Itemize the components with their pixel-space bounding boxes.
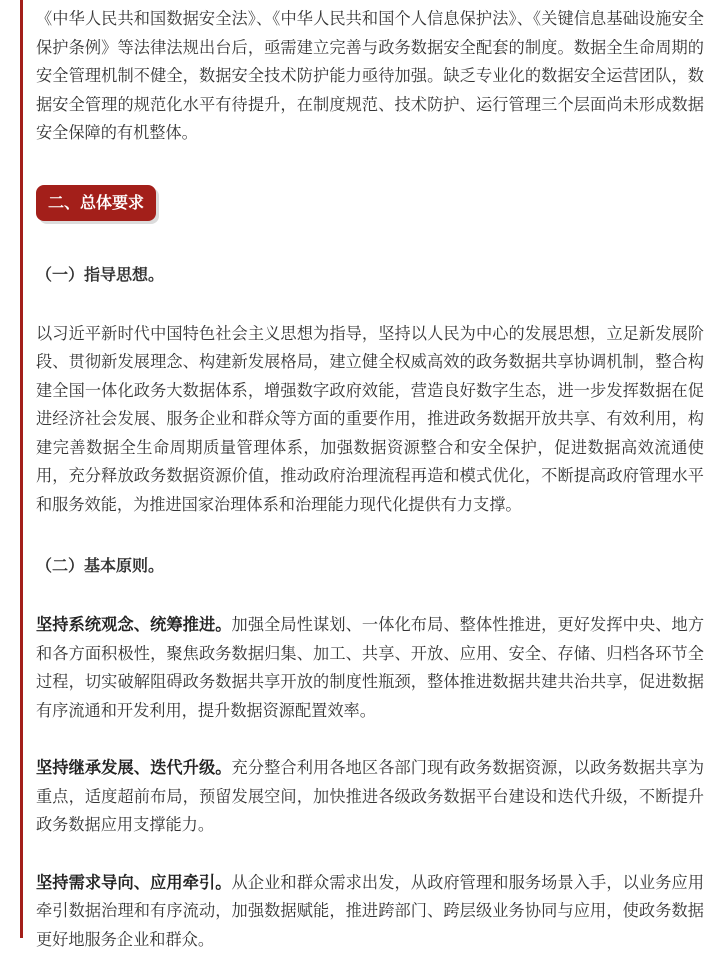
principle-text: 充分整合利用各地区各部门现有政务数据资源，以政务数据共享为重点，适度超前布局，预留发展空间，加快推进各级政务数据平台建设和迭代升级，不断提升政务数据应用支撑能力。: [36, 758, 704, 834]
principle-text: 从企业和群众需求出发，从政府管理和服务场景入手，以业务应用牵引数据治理和有序流动，加强数据赋能，推进跨部门、跨层级业务协同与应用，使政务数据更好地服务企业和群众。: [36, 873, 704, 949]
principle-title: 坚持继承发展、迭代升级。: [36, 758, 232, 777]
principle-title: 坚持需求导向、应用牵引。: [36, 873, 232, 892]
principle-paragraph-1: [36, 611, 704, 725]
intro-paragraph: 《中华人民共和国数据安全法》、《中华人民共和国个人信息保护法》、《关键信息基础设施安全保护条例》等法律法规出台后，亟需建立完善与政务数据安全配套的制度。数据全生命周期的安全管理机制不健全，数据安全技术防护能力亟待加强。缺乏专业化的数据安全运营团队，数据安全管理的规范化水平有待提升，在制度规范、技术防护、运行管理三个层面尚未形成数据安全保障的有机整体。: [36, 0, 704, 148]
subheading-guiding: （一）指导思想。: [36, 261, 704, 289]
left-accent-bar: [20, 0, 23, 938]
principle-text: 加强全局性谋划、一体化布局、整体性推进，更好发挥中央、地方和各方面积极性，聚焦政务数据归集、加工、共享、开放、应用、安全、存储、归档各环节全过程，切实破解阻碍政务数据共享开放的制度性瓶颈，整体推进数据共建共治共享，促进数据有序流通和开发利用，提升数据资源配置效率。: [36, 615, 704, 720]
subheading-principles: （二）基本原则。: [36, 552, 704, 580]
principle-paragraph-3: [36, 869, 704, 954]
article-body: [36, 0, 704, 954]
principle-paragraph-2: [36, 754, 704, 840]
principle-title: 坚持系统观念、统筹推进。: [36, 615, 232, 634]
section-heading: [36, 185, 704, 227]
section-badge: 二、总体要求: [36, 185, 156, 221]
guiding-paragraph: 以习近平新时代中国特色社会主义思想为指导，坚持以人民为中心的发展思想，立足新发展阶段、贯彻新发展理念、构建新发展格局，建立健全权威高效的政务数据共享协调机制，整合构建全国一体化政务大数据体系，增强数字政府效能，营造良好数字生态，进一步发挥数据在促进经济社会发展、服务企业和群众等方面的重要作用，推进政务数据开放共享、有效利用，构建完善数据全生命周期质量管理体系，加强数据资源整合和安全保护，促进数据高效流通使用，充分释放政务数据资源价值，推动政府治理流程再造和模式优化，不断提高政府管理水平和服务效能，为推进国家治理体系和治理能力现代化提供有力支撑。: [36, 320, 704, 520]
